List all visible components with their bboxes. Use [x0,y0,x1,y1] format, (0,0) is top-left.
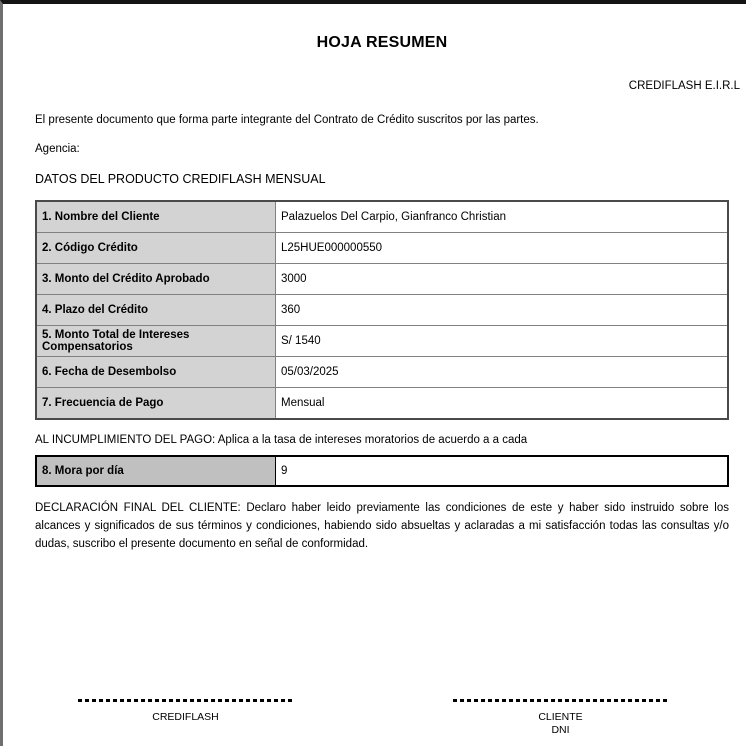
table-row [36,233,728,264]
mora-table [35,455,729,487]
signature-area-client [453,699,668,737]
row-label: 5. Monto Total de Intereses Compensatorios [36,326,276,357]
row-value: 9 [276,456,729,486]
table-row [36,357,728,388]
signature-label-client: CLIENTE [538,711,583,723]
table-row [36,295,728,326]
row-value: 05/03/2025 [276,357,729,388]
row-label: 7. Frecuencia de Pago [36,388,276,420]
row-value: Palazuelos Del Carpio, Gianfranco Christian [276,201,729,233]
row-value: S/ 1540 [276,326,729,357]
row-value: 360 [276,295,729,326]
final-declaration: DECLARACIÓN FINAL DEL CLIENTE: Declaro haber leido previamente las condiciones de este y haber sido instruido sobre los alcances y significados de sus términos y condiciones, habiendo sido absueltas y aclaradas a mi satisfacción todas las consultas y/o dudas, suscribo el presente documento en señal de conformidad. [35,502,729,550]
signature-label-company: CREDIFLASH [152,711,219,723]
table-row [36,201,728,233]
table-row [36,456,728,486]
late-payment-notice: AL INCUMPLIMIENTO DEL PAGO: Aplica a la tasa de intereses moratorios de acuerdo a a cada [35,434,528,446]
table-row [36,326,728,357]
row-label: 2. Código Crédito [36,233,276,264]
row-value: Mensual [276,388,729,420]
row-label: 3. Monto del Crédito Aprobado [36,264,276,295]
signature-area-company [78,699,293,724]
page-title: HOJA RESUMEN [316,34,448,51]
row-label: 4. Plazo del Crédito [36,295,276,326]
intro-paragraph: El presente documento que forma parte integrante del Contrato de Crédito suscritos por las partes. [35,114,539,126]
signature-line [453,699,668,702]
row-label: 1. Nombre del Cliente [36,201,276,233]
row-label: 6. Fecha de Desembolso [36,357,276,388]
company-name: CREDIFLASH E.I.R.L [628,80,740,92]
product-data-table [35,200,729,420]
agency-label: Agencia: [35,143,80,155]
row-label: 8. Mora por día [36,456,276,486]
signature-line [78,699,293,702]
signature-sublabel-dni: DNI [551,724,570,736]
row-value: 3000 [276,264,729,295]
table-row [36,388,728,420]
row-value: L25HUE000000550 [276,233,729,264]
document-content [3,34,746,553]
section-heading: DATOS DEL PRODUCTO CREDIFLASH MENSUAL [35,172,326,186]
table-row [36,264,728,295]
